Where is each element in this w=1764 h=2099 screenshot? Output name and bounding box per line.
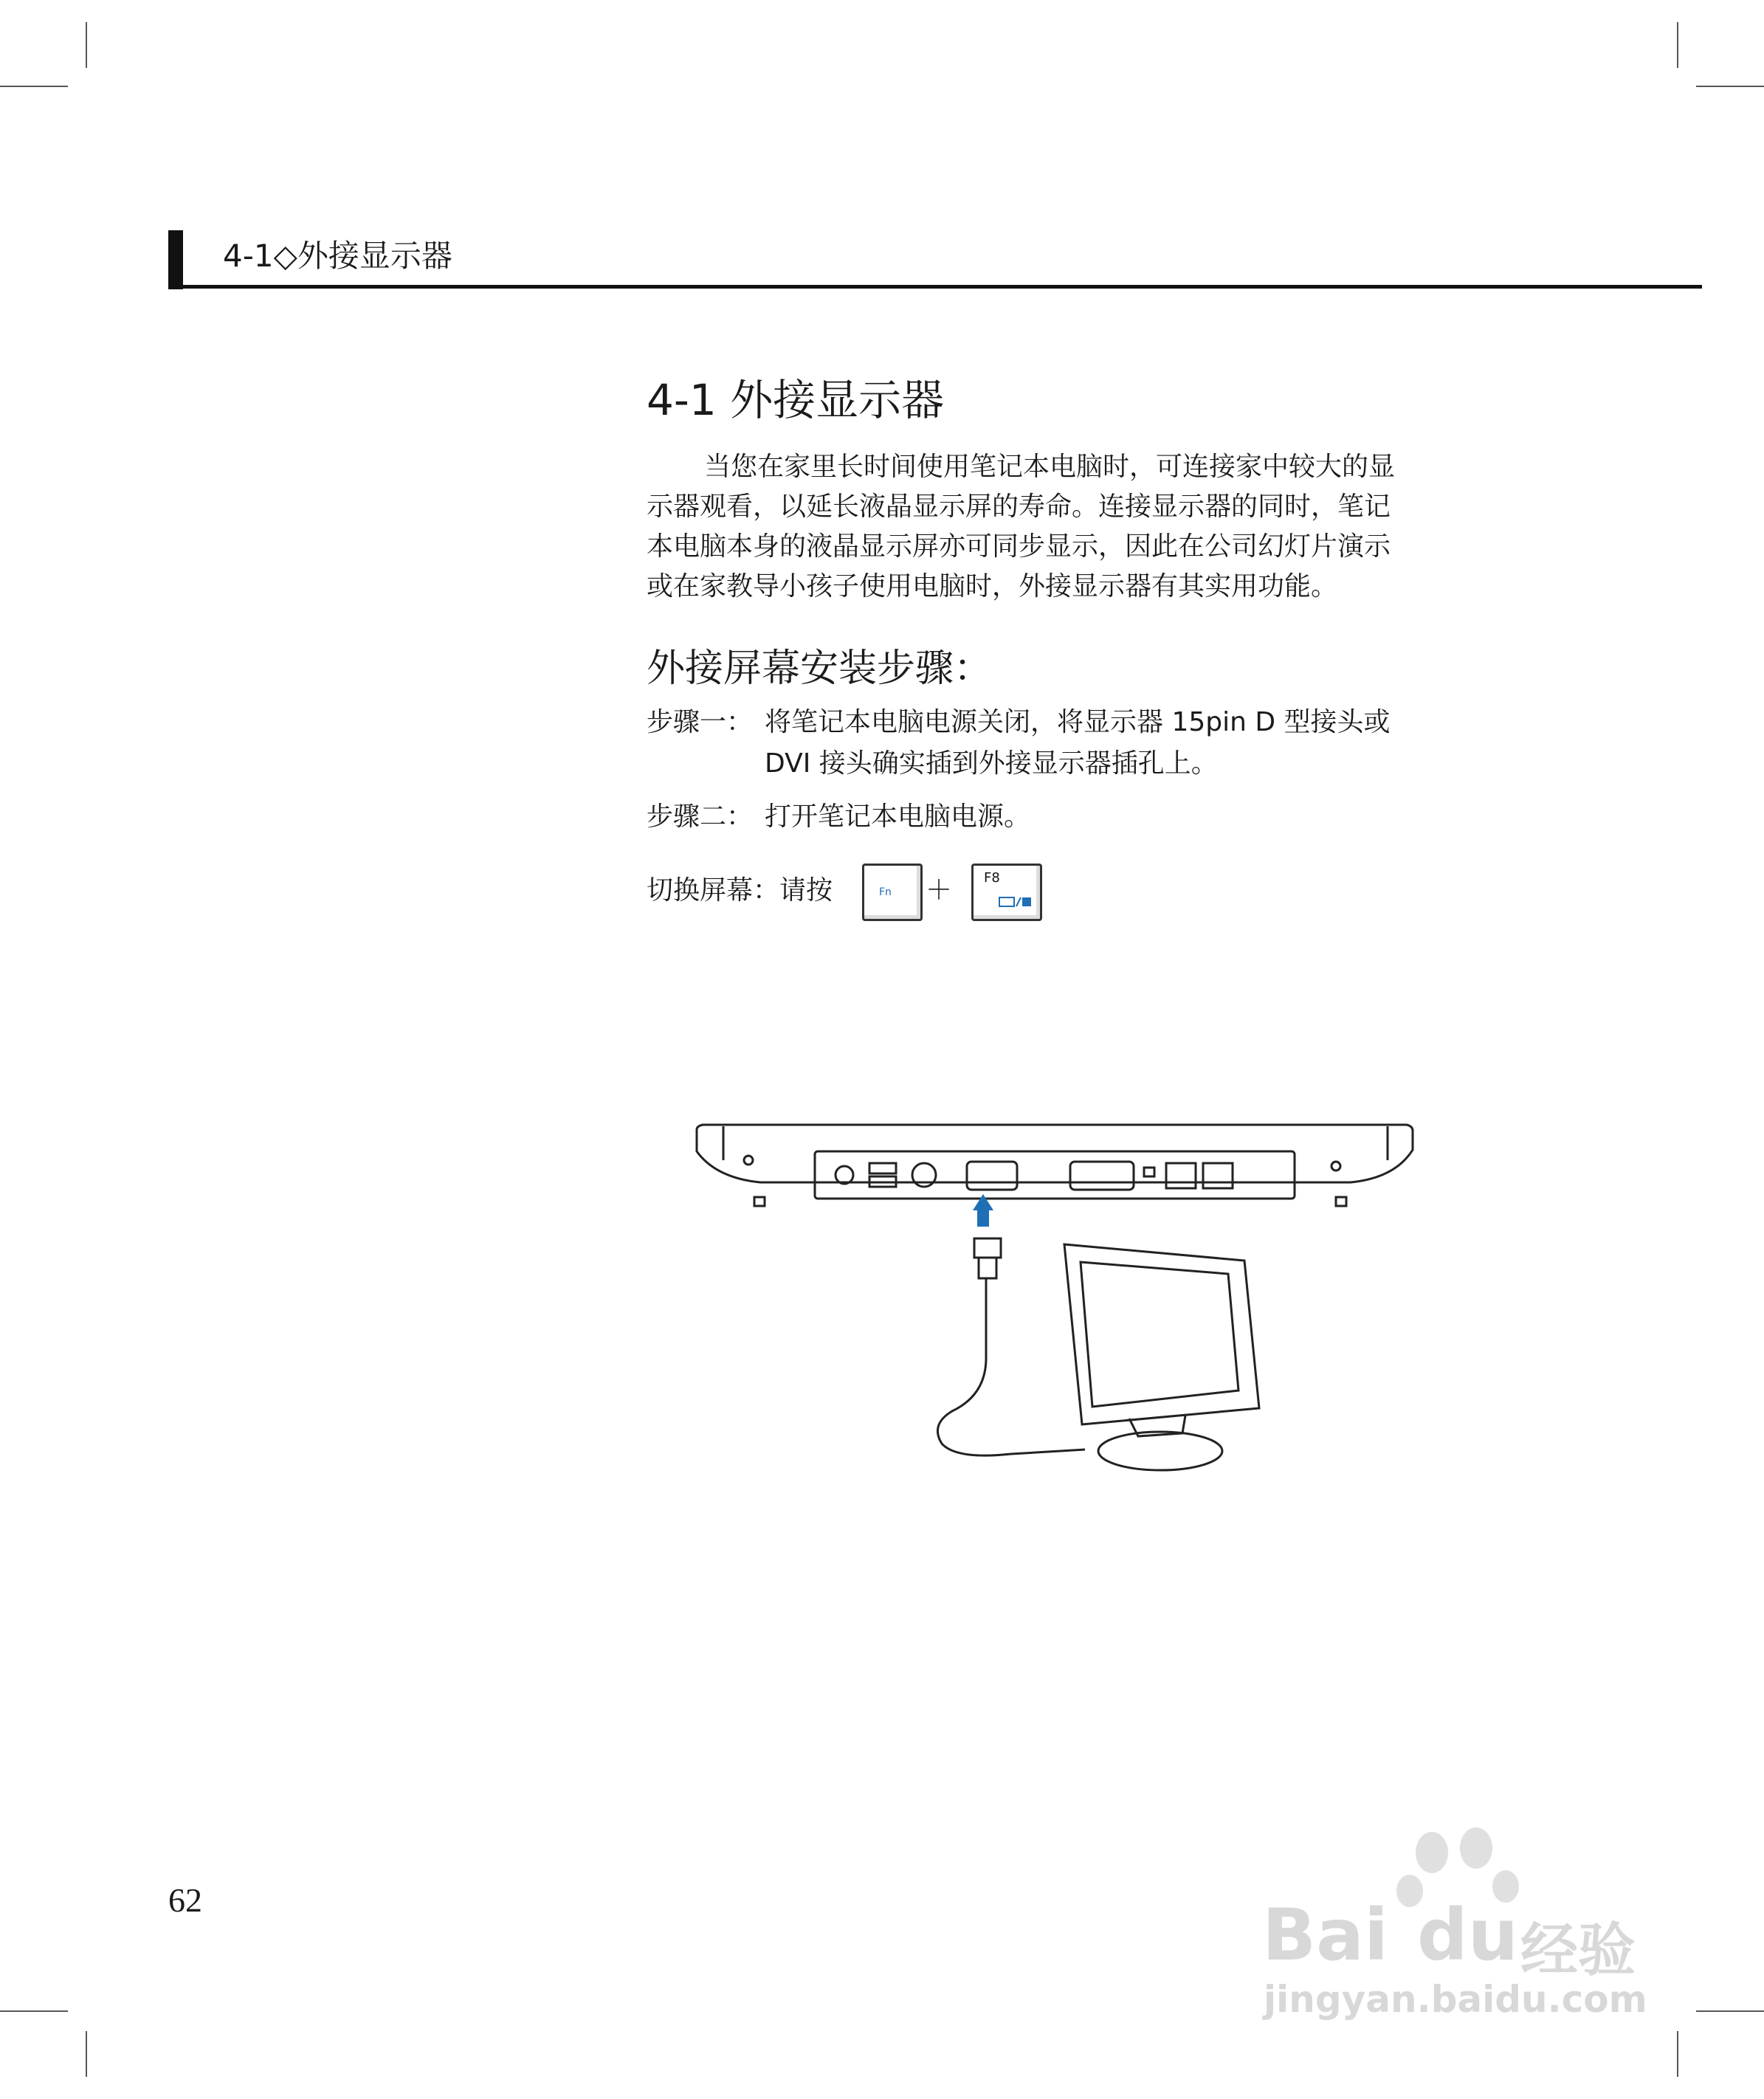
intro-line: 当您在家里长时间使用笔记本电脑时，可连接家中较大的显 [704,452,1396,482]
crop-mark [1677,22,1678,68]
watermark-url: jingyan.baidu.com [1264,1978,1647,2021]
intro-paragraph [647,447,1473,607]
crop-mark [0,2010,68,2012]
crop-mark [1677,2031,1678,2077]
intro-line: 示器观看，以延长液晶显示屏的寿命。连接显示器的同时，笔记 [647,492,1391,522]
f8-key [971,864,1042,921]
blue-arrow-icon [977,1210,989,1227]
watermark-brand2: du [1417,1894,1519,1976]
f8-key-label: F8 [984,870,1000,886]
page-number: 62 [168,1881,202,1919]
intro-line: 本电脑本身的液晶显示屏亦可同步显示，因此在公司幻灯片演示 [647,531,1391,562]
external-monitor-illustration [686,1114,1424,1498]
header-rule [168,285,1702,289]
header-bar [168,230,183,289]
intro-line: 或在家教导小孩子使用电脑时，外接显示器有其实用功能。 [647,571,1338,602]
display-switch-icon [999,895,1033,909]
fn-key-label: Fn [879,886,892,898]
crop-mark [1696,2010,1764,2012]
watermark-brand: Bai [1262,1894,1388,1976]
watermark-suffix: 经验 [1520,1917,1636,1984]
crop-mark [0,86,68,87]
crop-mark [1696,86,1764,87]
step2-text: 打开笔记本电脑电源。 [765,802,1031,832]
step1-label: 步骤一： [647,707,754,737]
fn-key [862,864,923,921]
plus-sign: ＋ [926,875,953,906]
section-title: 4-1 外接显示器 [647,375,945,425]
crop-mark [86,2031,87,2077]
switch-label: 切换屏幕：请按 [647,875,833,906]
step1-line2: DVI 接头确实插到外接显示器插孔上。 [765,748,1218,779]
step1-line1: 将笔记本电脑电源关闭，将显示器 15pin D 型接头或 [765,707,1391,737]
steps-title: 外接屏幕安装步骤： [647,647,993,691]
step2-label: 步骤二： [647,802,754,832]
running-header-title: 4-1◇外接显示器 [223,238,452,274]
crop-mark [86,22,87,68]
baidu-watermark [1247,1823,1675,2021]
